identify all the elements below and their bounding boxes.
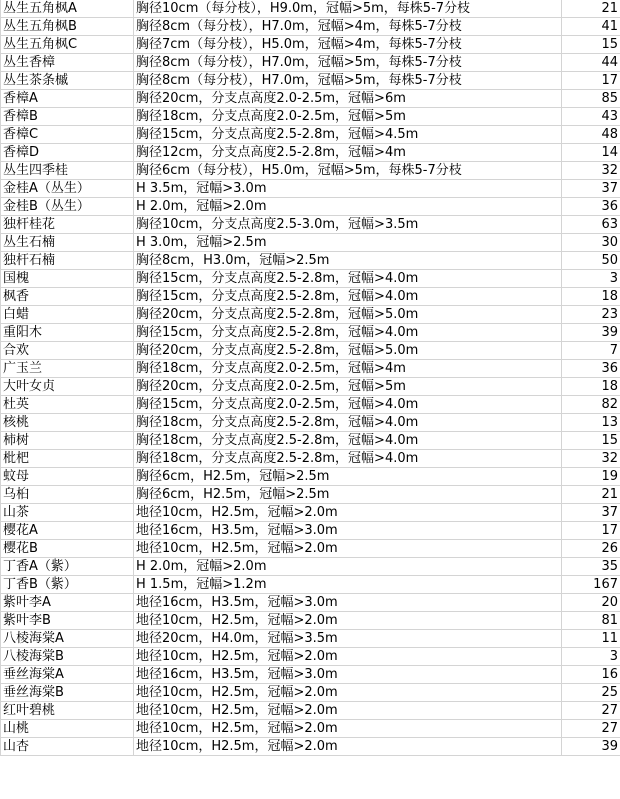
spec-cell[interactable]: 胸径15cm，分支点高度2.5-2.8m，冠幅>4.0m (134, 288, 562, 306)
plant-name-cell[interactable]: 丁香B（紫） (1, 576, 134, 594)
quantity-cell[interactable]: 41 (562, 18, 620, 36)
quantity-cell[interactable]: 27 (562, 702, 620, 720)
spec-cell[interactable]: 胸径15cm，分支点高度2.5-2.8m，冠幅>4.5m (134, 126, 562, 144)
table-row (1, 342, 620, 360)
quantity-cell[interactable]: 3 (562, 270, 620, 288)
plant-name-cell[interactable]: 紫叶李B (1, 612, 134, 630)
plant-name-cell[interactable]: 樱花B (1, 540, 134, 558)
spec-cell[interactable]: 胸径18cm，分支点高度2.5-2.8m，冠幅>4.0m (134, 432, 562, 450)
spec-cell[interactable]: 地径20cm，H4.0m，冠幅>3.5m (134, 630, 562, 648)
quantity-cell[interactable]: 37 (562, 180, 620, 198)
quantity-cell[interactable]: 36 (562, 198, 620, 216)
quantity-cell[interactable]: 39 (562, 738, 620, 756)
quantity-cell[interactable]: 15 (562, 36, 620, 54)
spec-cell[interactable]: 地径10cm，H2.5m，冠幅>2.0m (134, 648, 562, 666)
plant-name-cell[interactable]: 蚊母 (1, 468, 134, 486)
plant-name-cell[interactable]: 垂丝海棠B (1, 684, 134, 702)
table-row (1, 234, 620, 252)
quantity-cell[interactable]: 17 (562, 72, 620, 90)
quantity-cell[interactable]: 18 (562, 378, 620, 396)
spec-cell[interactable]: 胸径20cm，分支点高度2.0-2.5m，冠幅>5m (134, 378, 562, 396)
spec-cell[interactable]: 胸径10cm，分支点高度2.5-3.0m，冠幅>3.5m (134, 216, 562, 234)
table-row (1, 288, 620, 306)
spec-cell[interactable]: 胸径18cm，分支点高度2.5-2.8m，冠幅>4.0m (134, 450, 562, 468)
quantity-cell[interactable]: 13 (562, 414, 620, 432)
spec-cell[interactable]: 地径10cm，H2.5m，冠幅>2.0m (134, 540, 562, 558)
quantity-cell[interactable]: 167 (562, 576, 620, 594)
table-row (1, 738, 620, 756)
plant-name-cell[interactable]: 山茶 (1, 504, 134, 522)
spec-cell[interactable]: 胸径6cm，H2.5m，冠幅>2.5m (134, 486, 562, 504)
spec-cell[interactable]: 胸径6cm，H2.5m，冠幅>2.5m (134, 468, 562, 486)
spec-cell[interactable]: 胸径8cm，H3.0m，冠幅>2.5m (134, 252, 562, 270)
spec-cell[interactable]: H 2.0m，冠幅>2.0m (134, 558, 562, 576)
table-row (1, 72, 620, 90)
table-row (1, 558, 620, 576)
spec-cell[interactable]: 胸径20cm，分支点高度2.5-2.8m，冠幅>5.0m (134, 306, 562, 324)
quantity-cell[interactable]: 32 (562, 450, 620, 468)
quantity-cell[interactable]: 26 (562, 540, 620, 558)
table-row (1, 252, 620, 270)
plant-name-cell[interactable]: 香樟C (1, 126, 134, 144)
table-row (1, 378, 620, 396)
quantity-cell[interactable]: 37 (562, 504, 620, 522)
spec-cell[interactable]: 地径10cm，H2.5m，冠幅>2.0m (134, 738, 562, 756)
table-row (1, 630, 620, 648)
plant-name-cell[interactable]: 丁香A（紫） (1, 558, 134, 576)
table-row (1, 540, 620, 558)
spec-cell[interactable]: 胸径8cm（每分枝），H7.0m，冠幅>5m，每株5-7分枝 (134, 72, 562, 90)
table-row (1, 576, 620, 594)
table-row (1, 702, 620, 720)
plant-name-cell[interactable]: 独杆石楠 (1, 252, 134, 270)
plant-name-cell[interactable]: 白蜡 (1, 306, 134, 324)
quantity-cell[interactable]: 20 (562, 594, 620, 612)
table-body (1, 0, 620, 756)
table-row (1, 594, 620, 612)
table-row (1, 414, 620, 432)
table-row (1, 180, 620, 198)
table-row (1, 18, 620, 36)
plant-name-cell[interactable]: 香樟A (1, 90, 134, 108)
plant-name-cell[interactable]: 香樟D (1, 144, 134, 162)
table-row (1, 144, 620, 162)
plant-name-cell[interactable]: 枇杷 (1, 450, 134, 468)
plant-name-cell[interactable]: 丛生石楠 (1, 234, 134, 252)
table-row (1, 270, 620, 288)
plant-name-cell[interactable]: 樱花A (1, 522, 134, 540)
table-row (1, 612, 620, 630)
plant-name-cell[interactable]: 枫香 (1, 288, 134, 306)
table-row (1, 486, 620, 504)
table-row (1, 36, 620, 54)
table-row (1, 666, 620, 684)
quantity-cell[interactable]: 48 (562, 126, 620, 144)
spec-cell[interactable]: 胸径18cm，分支点高度2.0-2.5m，冠幅>5m (134, 108, 562, 126)
quantity-cell[interactable]: 18 (562, 288, 620, 306)
quantity-cell[interactable]: 81 (562, 612, 620, 630)
quantity-cell[interactable]: 43 (562, 108, 620, 126)
spec-cell[interactable]: 胸径20cm，分支点高度2.0-2.5m，冠幅>6m (134, 90, 562, 108)
plant-name-cell[interactable]: 核桃 (1, 414, 134, 432)
quantity-cell[interactable]: 36 (562, 360, 620, 378)
table-row (1, 90, 620, 108)
table-row (1, 396, 620, 414)
plant-name-cell[interactable]: 乌桕 (1, 486, 134, 504)
spec-cell[interactable]: 地径10cm，H2.5m，冠幅>2.0m (134, 612, 562, 630)
plant-name-cell[interactable]: 丛生香樟 (1, 54, 134, 72)
quantity-cell[interactable]: 17 (562, 522, 620, 540)
quantity-cell[interactable]: 3 (562, 648, 620, 666)
plant-name-cell[interactable]: 紫叶李A (1, 594, 134, 612)
plant-name-cell[interactable]: 杜英 (1, 396, 134, 414)
table-row (1, 684, 620, 702)
quantity-cell[interactable]: 21 (562, 486, 620, 504)
plant-name-cell[interactable]: 独杆桂花 (1, 216, 134, 234)
spec-cell[interactable]: 地径16cm，H3.5m，冠幅>3.0m (134, 666, 562, 684)
quantity-cell[interactable]: 39 (562, 324, 620, 342)
spec-cell[interactable]: 地径10cm，H2.5m，冠幅>2.0m (134, 702, 562, 720)
table-row (1, 450, 620, 468)
quantity-cell[interactable]: 25 (562, 684, 620, 702)
plant-name-cell[interactable]: 广玉兰 (1, 360, 134, 378)
spec-cell[interactable]: 胸径15cm，分支点高度2.5-2.8m，冠幅>4.0m (134, 270, 562, 288)
plant-name-cell[interactable]: 合欢 (1, 342, 134, 360)
quantity-cell[interactable]: 85 (562, 90, 620, 108)
spec-cell[interactable]: 胸径18cm，分支点高度2.0-2.5m，冠幅>4m (134, 360, 562, 378)
quantity-cell[interactable]: 19 (562, 468, 620, 486)
quantity-cell[interactable]: 63 (562, 216, 620, 234)
quantity-cell[interactable]: 30 (562, 234, 620, 252)
quantity-cell[interactable]: 14 (562, 144, 620, 162)
spec-cell[interactable]: 胸径6cm（每分枝），H5.0m，冠幅>5m，每株5-7分枝 (134, 162, 562, 180)
quantity-cell[interactable]: 50 (562, 252, 620, 270)
plant-name-cell[interactable]: 金桂B（丛生） (1, 198, 134, 216)
plant-name-cell[interactable]: 山桃 (1, 720, 134, 738)
table-row (1, 0, 620, 18)
plant-name-cell[interactable]: 红叶碧桃 (1, 702, 134, 720)
plant-name-cell[interactable]: 八棱海棠B (1, 648, 134, 666)
plant-name-cell[interactable]: 丛生五角枫A (1, 0, 134, 18)
table-row (1, 504, 620, 522)
plant-name-cell[interactable]: 丛生五角枫B (1, 18, 134, 36)
plant-name-cell[interactable]: 柿树 (1, 432, 134, 450)
quantity-cell[interactable]: 21 (562, 0, 620, 18)
quantity-cell[interactable]: 15 (562, 432, 620, 450)
plant-name-cell[interactable]: 丛生四季桂 (1, 162, 134, 180)
spec-cell[interactable]: 地径10cm，H2.5m，冠幅>2.0m (134, 504, 562, 522)
table-row (1, 720, 620, 738)
spec-cell[interactable]: 胸径15cm，分支点高度2.5-2.8m，冠幅>4.0m (134, 324, 562, 342)
plant-name-cell[interactable]: 国槐 (1, 270, 134, 288)
plant-name-cell[interactable]: 八棱海棠A (1, 630, 134, 648)
spec-cell[interactable]: H 2.0m，冠幅>2.0m (134, 198, 562, 216)
spec-cell[interactable]: 胸径18cm，分支点高度2.5-2.8m，冠幅>4.0m (134, 414, 562, 432)
table-row (1, 198, 620, 216)
spec-cell[interactable]: 胸径15cm，分支点高度2.0-2.5m，冠幅>4.0m (134, 396, 562, 414)
table-row (1, 522, 620, 540)
table-row (1, 162, 620, 180)
plant-name-cell[interactable]: 大叶女贞 (1, 378, 134, 396)
plant-name-cell[interactable]: 山杏 (1, 738, 134, 756)
spec-cell[interactable]: 地径16cm，H3.5m，冠幅>3.0m (134, 522, 562, 540)
quantity-cell[interactable]: 27 (562, 720, 620, 738)
spec-cell[interactable]: H 3.5m，冠幅>3.0m (134, 180, 562, 198)
table-row (1, 432, 620, 450)
table-row (1, 126, 620, 144)
table-row (1, 216, 620, 234)
spec-cell[interactable]: 地径16cm，H3.5m，冠幅>3.0m (134, 594, 562, 612)
table-row (1, 54, 620, 72)
spec-cell[interactable]: 胸径7cm（每分枝），H5.0m，冠幅>4m，每株5-7分枝 (134, 36, 562, 54)
quantity-cell[interactable]: 82 (562, 396, 620, 414)
quantity-cell[interactable]: 11 (562, 630, 620, 648)
quantity-cell[interactable]: 16 (562, 666, 620, 684)
quantity-cell[interactable]: 23 (562, 306, 620, 324)
table-row (1, 360, 620, 378)
spec-cell[interactable]: H 3.0m，冠幅>2.5m (134, 234, 562, 252)
spec-cell[interactable]: 地径10cm，H2.5m，冠幅>2.0m (134, 720, 562, 738)
plant-name-cell[interactable]: 重阳木 (1, 324, 134, 342)
spec-cell[interactable]: 胸径10cm（每分枝），H9.0m，冠幅>5m，每株5-7分枝 (134, 0, 562, 18)
plant-name-cell[interactable]: 垂丝海棠A (1, 666, 134, 684)
spec-cell[interactable]: 胸径12cm，分支点高度2.5-2.8m，冠幅>4m (134, 144, 562, 162)
spec-cell[interactable]: 胸径20cm，分支点高度2.5-2.8m，冠幅>5.0m (134, 342, 562, 360)
table-row (1, 324, 620, 342)
table-row (1, 306, 620, 324)
spec-cell[interactable]: 胸径8cm（每分枝），H7.0m，冠幅>5m，每株5-7分枝 (134, 54, 562, 72)
quantity-cell[interactable]: 35 (562, 558, 620, 576)
spec-cell[interactable]: 地径10cm，H2.5m，冠幅>2.0m (134, 684, 562, 702)
table-row (1, 648, 620, 666)
spec-cell[interactable]: 胸径8cm（每分枝），H7.0m，冠幅>4m，每株5-7分枝 (134, 18, 562, 36)
table-row (1, 108, 620, 126)
table-row (1, 468, 620, 486)
quantity-cell[interactable]: 44 (562, 54, 620, 72)
quantity-cell[interactable]: 32 (562, 162, 620, 180)
plant-name-cell[interactable]: 丛生茶条槭 (1, 72, 134, 90)
plant-name-cell[interactable]: 香樟B (1, 108, 134, 126)
plant-name-cell[interactable]: 丛生五角枫C (1, 36, 134, 54)
spec-cell[interactable]: H 1.5m，冠幅>1.2m (134, 576, 562, 594)
quantity-cell[interactable]: 7 (562, 342, 620, 360)
plant-name-cell[interactable]: 金桂A（丛生） (1, 180, 134, 198)
